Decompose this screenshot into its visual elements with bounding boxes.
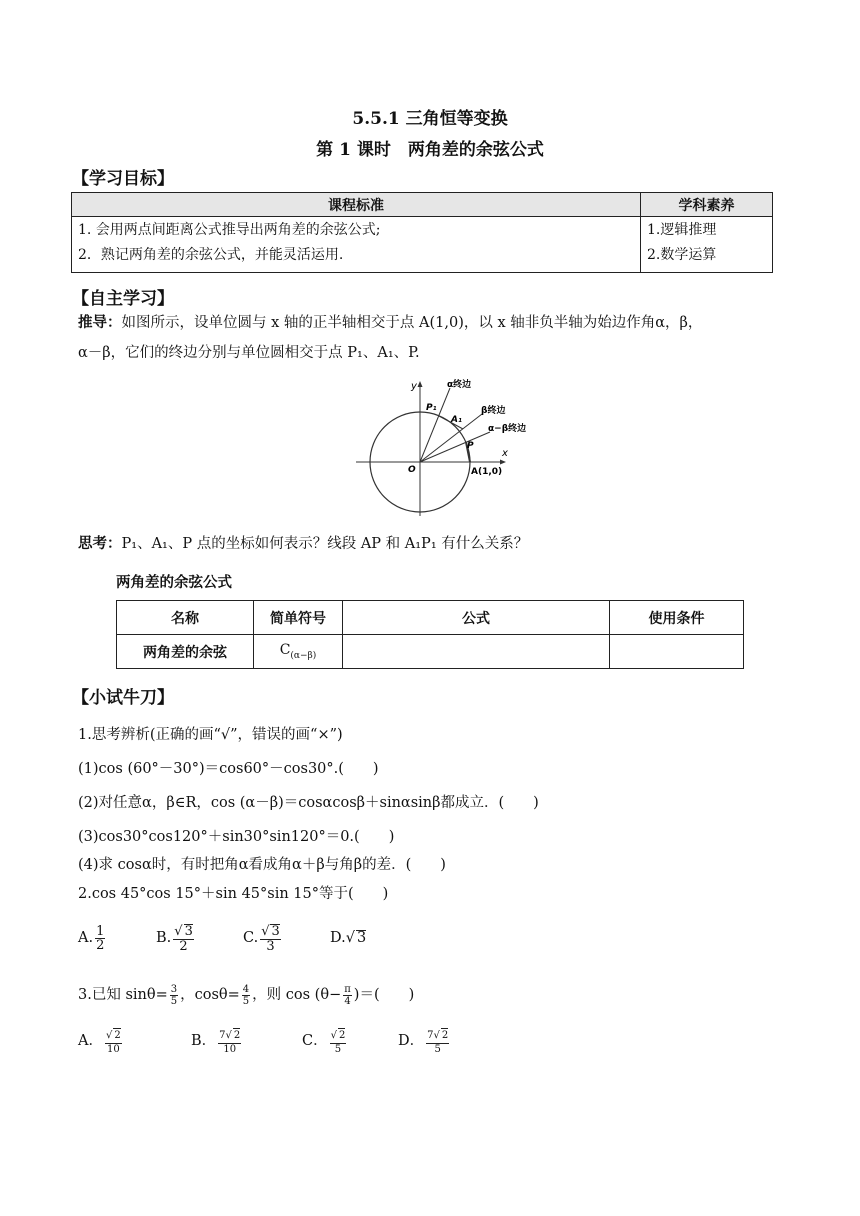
q3-c-label: C．	[302, 1033, 328, 1049]
derive-line-2: α－β，它们的终边分别与单位圆相交于点 P₁、A₁、P.	[78, 345, 420, 361]
standard-item-1: 1. 会用两点间距离公式推导出两角差的余弦公式;	[78, 222, 381, 238]
q3-sin-num: 3	[170, 983, 178, 995]
q3-mid2: ，则 cos (θ−	[252, 987, 342, 1003]
p-label: P	[467, 441, 474, 451]
q3-b-coef: 7	[219, 1029, 226, 1041]
q2-b-num: √ 3	[174, 923, 193, 939]
y-label: y	[411, 381, 417, 392]
derive-line-1	[78, 312, 702, 334]
goals-col-standards: 课程标准	[72, 193, 641, 217]
a1-label: A₁	[451, 415, 462, 425]
formula-row-condition[interactable]	[610, 635, 744, 669]
beta-side-label: β终边	[481, 406, 506, 416]
q3-cos-fraction	[242, 984, 250, 1007]
literacy-item-2: 2.数学运算	[647, 247, 717, 263]
q3-pi-num: π	[344, 983, 351, 995]
unit-circle-figure	[350, 376, 550, 521]
literacy-cell	[641, 217, 773, 273]
q2-stem: 2.cos 45°cos 15°＋sin 45°sin 15°等于( )	[78, 886, 389, 902]
q3-a-label: A．	[78, 1033, 103, 1049]
q3-option-a[interactable]	[78, 1024, 124, 1058]
derive-label: 推导：	[78, 314, 122, 331]
q3-b-num: 7√ 2	[218, 1028, 241, 1044]
formula-row-name: 两角差的余弦	[117, 635, 254, 669]
formula-col-formula: 公式	[343, 601, 610, 635]
q3-b-den: 10	[223, 1043, 237, 1055]
formula-col-condition: 使用条件	[610, 601, 744, 635]
q3-d-radicand: 2	[441, 1029, 449, 1041]
self-study-heading: 【自主学习】	[72, 289, 174, 309]
q2-a-den: 2	[96, 937, 105, 953]
q3-d-fraction	[426, 1028, 449, 1055]
a-label: A(1,0)	[471, 467, 503, 477]
x-label: x	[502, 448, 508, 459]
formula-col-symbol: 简单符号	[254, 601, 343, 635]
q3-pi-fraction	[343, 984, 352, 1007]
formula-row-formula[interactable]	[343, 635, 610, 669]
derive-text-1: 如图所示，设单位圆与 x 轴的正半轴相交于点 A(1,0)，以 x 轴非负半轴为始边作角α，β，	[121, 315, 703, 331]
think-line	[78, 533, 528, 555]
q2-c-fraction	[260, 924, 281, 953]
q3-d-label: D．	[398, 1033, 425, 1049]
q3-pi-den: 4	[344, 995, 351, 1007]
q3-a-num: √ 2	[105, 1028, 122, 1044]
goals-heading: 【学习目标】	[72, 169, 174, 189]
q3-sin-den: 5	[170, 995, 178, 1007]
think-text: P₁、A₁、P 点的坐标如何表示？线段 AP 和 A₁P₁ 有什么关系？	[121, 536, 529, 552]
p1-label: P₁	[426, 403, 437, 413]
q2-a-label: A.	[78, 930, 94, 946]
q3-b-radicand: 2	[233, 1029, 241, 1041]
q2-b-label: B.	[156, 930, 172, 946]
q2-a-num: 1	[96, 923, 105, 939]
q2-option-d[interactable]: D.√ 3	[330, 930, 367, 946]
q3-sin-fraction	[170, 984, 178, 1007]
q2-d-label: D.	[330, 930, 346, 946]
q2-b-den: 2	[179, 938, 188, 954]
symbol-c: C	[279, 642, 291, 659]
alpha-side-label: α终边	[447, 380, 472, 390]
q3-option-d[interactable]	[398, 1024, 451, 1058]
q2-c-radicand: 3	[271, 923, 280, 939]
q2-c-label: C.	[243, 930, 259, 946]
q2-option-b[interactable]	[156, 920, 196, 956]
q3-option-c[interactable]	[302, 1024, 348, 1058]
q3-d-coef: 7	[427, 1029, 434, 1041]
q1-item-2: (2)对任意α，β∈R，cos (α－β)＝cosαcosβ＋sinαsinβ都成立．( )	[78, 795, 539, 811]
origin-label: O	[408, 465, 416, 475]
symbol-subscript: (α−β)	[290, 650, 317, 661]
q3-prefix: 3.已知 sinθ=	[78, 987, 168, 1003]
q1-item-1: (1)cos (60°－30°)＝cos60°－cos30°.( )	[78, 761, 379, 777]
formula-col-name: 名称	[117, 601, 254, 635]
q3-stem	[78, 980, 414, 1010]
q1-stem: 1.思考辨析(正确的画“√”，错误的画“×”)	[78, 727, 343, 743]
think-label: 思考：	[78, 535, 122, 552]
title-line-2: 第 1 课时 两角差的余弦公式	[316, 140, 544, 160]
y-axis-arrow	[418, 381, 423, 387]
q3-c-radicand: 2	[338, 1029, 346, 1041]
literacy-item-1: 1.逻辑推理	[647, 222, 717, 238]
q3-a-fraction	[105, 1028, 122, 1055]
q1-item-3: (3)cos30°cos120°＋sin30°sin120°＝0.( )	[78, 829, 395, 845]
q3-b-label: B．	[191, 1033, 217, 1049]
q2-option-a[interactable]	[78, 920, 107, 956]
q3-d-num: 7√ 2	[426, 1028, 449, 1044]
q3-option-b[interactable]	[191, 1024, 243, 1058]
q2-option-c[interactable]	[243, 920, 283, 956]
q2-d-radicand: 3	[356, 930, 367, 946]
q2-b-fraction	[173, 924, 194, 953]
q3-cos-num: 4	[242, 983, 250, 995]
x-axis-arrow	[500, 460, 506, 465]
goals-table	[71, 192, 773, 273]
q3-a-den: 10	[106, 1043, 120, 1055]
formula-row-symbol	[254, 635, 343, 669]
q3-c-den: 5	[334, 1043, 342, 1055]
q3-a-radicand: 2	[114, 1029, 121, 1041]
q3-c-fraction	[330, 1028, 347, 1055]
q2-a-fraction	[95, 925, 105, 952]
q3-d-den: 5	[434, 1043, 441, 1055]
q3-b-fraction	[218, 1028, 241, 1055]
q3-mid: ，cosθ=	[180, 987, 240, 1003]
formula-table	[116, 600, 744, 669]
q3-c-num: √ 2	[330, 1028, 347, 1044]
title-line-1: 5.5.1 三角恒等变换	[352, 109, 508, 129]
q3-suffix: )＝( )	[353, 987, 415, 1003]
diff-side-label: α−β终边	[488, 424, 527, 434]
q1-item-4: (4)求 cosα时，有时把角α看成角α＋β与角β的差．( )	[78, 857, 446, 873]
q2-b-radicand: 3	[184, 923, 193, 939]
standard-item-2: 2．熟记两角差的余弦公式，并能灵活运用.	[78, 247, 344, 263]
q3-cos-den: 5	[242, 995, 250, 1007]
practice-heading: 【小试牛刀】	[72, 688, 174, 708]
goals-col-literacy: 学科素养	[641, 193, 773, 217]
q2-c-num: √ 3	[261, 923, 280, 939]
q2-c-den: 3	[266, 938, 275, 954]
standards-cell	[72, 217, 641, 273]
formula-table-title: 两角差的余弦公式	[116, 574, 232, 591]
